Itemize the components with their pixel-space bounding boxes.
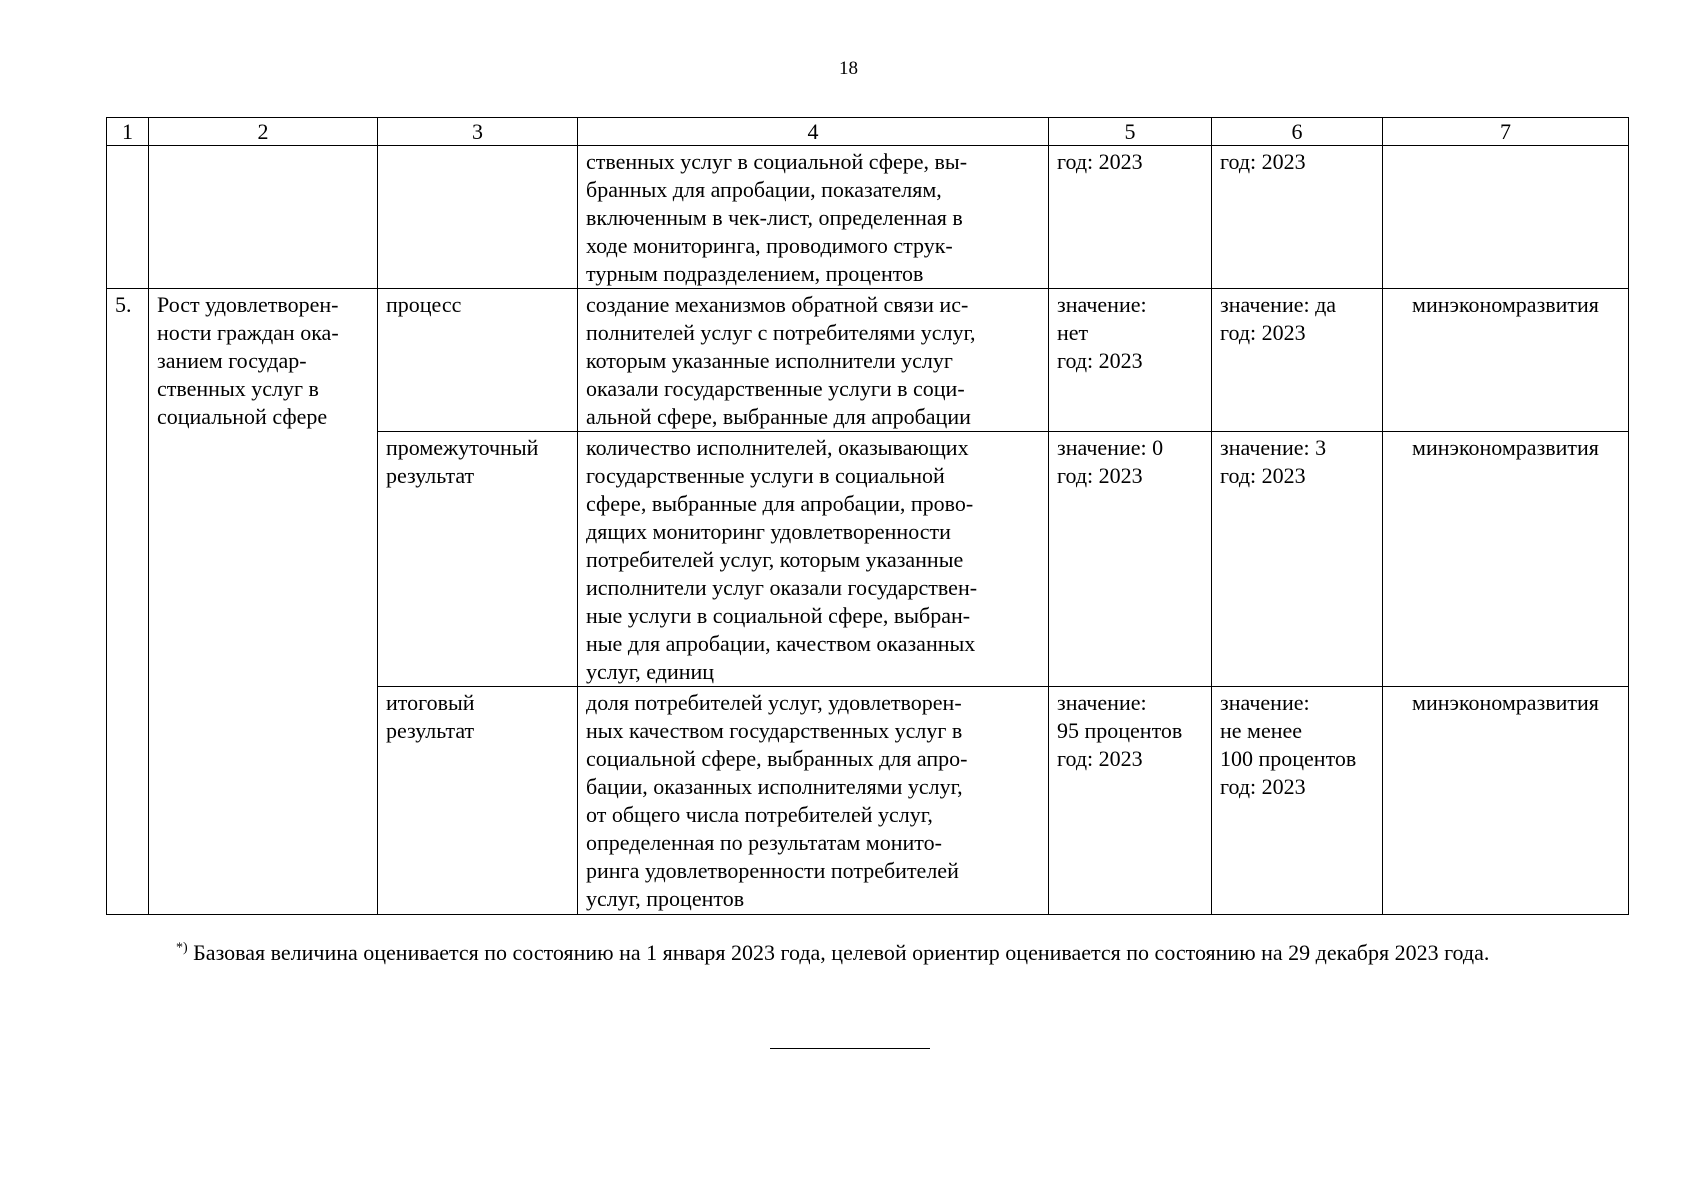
type-cell <box>378 146 578 289</box>
header-cell-3: 3 <box>378 118 578 146</box>
table-row <box>107 146 1629 289</box>
header-cell-6: 6 <box>1212 118 1383 146</box>
type-cell: промежуточный результат <box>378 432 578 687</box>
indicator-cell: количество исполнителей, оказывающих государственные услуги в социальной сфере, выбранные для апробации, прово- дящих мониторинг удовлетворенности потребителей услуг, которым указанные исполнители услуг оказали государствен- ные услуги в социальной сфере, выбран- ные для апробации, качеством оказанных услуг, единиц <box>578 432 1049 687</box>
end-divider <box>770 1048 930 1049</box>
header-cell-4: 4 <box>578 118 1049 146</box>
row-number-cell: 5. <box>107 289 149 915</box>
responsible-cell: минэкономразвития <box>1383 289 1629 432</box>
indicator-cell: создание механизмов обратной связи ис- полнителей услуг с потребителями услуг, которым указанные исполнители услуг оказали государственные услуги в соци- альной сфере, выбранные для апробации <box>578 289 1049 432</box>
header-cell-7: 7 <box>1383 118 1629 146</box>
base-value-cell: значение: 95 процентов год: 2023 <box>1049 687 1212 915</box>
header-row <box>107 118 1629 146</box>
responsible-cell: минэкономразвития <box>1383 687 1629 915</box>
indicator-cell: доля потребителей услуг, удовлетворен- ных качеством государственных услуг в социальной сфере, выбранных для апро- бации, оказанных исполнителями услуг, от общего числа потребителей услуг, определенная по результатам монито- ринга удовлетворенности потребителей услуг, процентов <box>578 687 1049 915</box>
indicator-cell: ственных услуг в социальной сфере, вы- бранных для апробации, показателям, включенным в чек-лист, определенная в ходе мониторинга, проводимого струк- турным подразделением, процентов <box>578 146 1049 289</box>
table-row <box>107 289 1629 432</box>
type-cell: итоговый результат <box>378 687 578 915</box>
base-value-cell: значение: 0 год: 2023 <box>1049 432 1212 687</box>
header-cell-1: 1 <box>107 118 149 146</box>
base-value-cell: год: 2023 <box>1049 146 1212 289</box>
target-value-cell: год: 2023 <box>1212 146 1383 289</box>
target-value-cell: значение: 3 год: 2023 <box>1212 432 1383 687</box>
footnote <box>106 938 1603 968</box>
target-value-cell: значение: не менее 100 процентов год: 2023 <box>1212 687 1383 915</box>
footnote-marker: *) <box>176 940 188 956</box>
indicators-table <box>106 117 1629 915</box>
footnote-text: Базовая величина оценивается по состоянию на 1 января 2023 года, целевой ориентир оценивается по состоянию на 29 декабря 2023 года. <box>193 940 1490 965</box>
type-cell: процесс <box>378 289 578 432</box>
header-cell-2: 2 <box>149 118 378 146</box>
target-value-cell: значение: да год: 2023 <box>1212 289 1383 432</box>
base-value-cell: значение: нет год: 2023 <box>1049 289 1212 432</box>
header-cell-5: 5 <box>1049 118 1212 146</box>
row-number-cell <box>107 146 149 289</box>
responsible-cell <box>1383 146 1629 289</box>
goal-cell <box>149 146 378 289</box>
responsible-cell: минэкономразвития <box>1383 432 1629 687</box>
goal-cell: Рост удовлетворен- ности граждан ока- занием государ- ственных услуг в социальной сфере <box>149 289 378 915</box>
page-number: 18 <box>839 58 858 79</box>
